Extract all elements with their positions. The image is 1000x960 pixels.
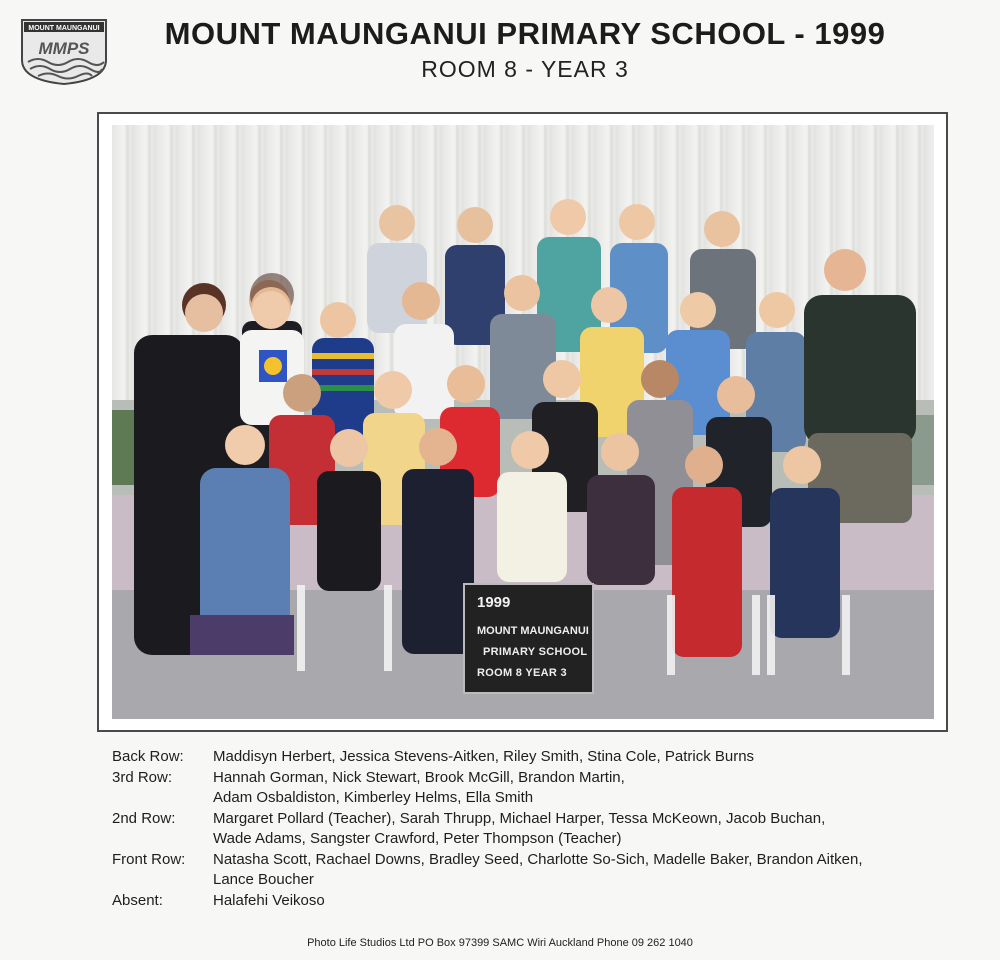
name-row-2nd	[112, 809, 972, 850]
name-row-front	[112, 850, 972, 891]
row-names: Maddisyn Herbert, Jessica Stevens-Aitken, Riley Smith, Stina Cole, Patrick Burns	[213, 748, 755, 765]
row-label: Front Row:	[112, 850, 186, 868]
name-row-3rd	[112, 768, 972, 809]
name-board-sign	[463, 583, 594, 694]
page-title: MOUNT MAUNGANUI PRIMARY SCHOOL - 1999	[164, 16, 886, 51]
row-label: 3rd Row:	[112, 768, 173, 786]
svg-text:MOUNT MAUNGANUI: MOUNT MAUNGANUI	[28, 25, 100, 32]
school-logo	[20, 16, 108, 86]
name-list	[112, 747, 972, 911]
studio-credit: Photo Life Studios Ltd PO Box 97399 SAMC Wiri Auckland Phone 09 262 1040	[307, 937, 693, 949]
sign-line-3: ROOM 8 YEAR 3	[477, 667, 567, 679]
sign-year: 1999	[477, 594, 511, 611]
row-label: 2nd Row:	[112, 809, 176, 827]
row-names: Hannah Gorman, Nick Stewart, Brook McGill, Brandon Martin, Adam Osbaldiston, Kimberley Helms, Ella Smith	[213, 768, 625, 806]
page-subtitle: ROOM 8 - YEAR 3	[421, 56, 629, 82]
sign-line-1: MOUNT MAUNGANUI	[477, 625, 589, 637]
svg-text:MMPS: MMPS	[38, 39, 90, 58]
row-label: Absent:	[112, 891, 163, 909]
sign-line-2: PRIMARY SCHOOL	[483, 646, 588, 658]
name-row-back	[112, 747, 972, 768]
row-names: Margaret Pollard (Teacher), Sarah Thrupp, Michael Harper, Tessa McKeown, Jacob Buchan, Wade Adams, Sangster Crawford, Peter Thompson (Teacher)	[213, 809, 826, 847]
row-label: Back Row:	[112, 748, 184, 765]
row-names: Halafehi Veikoso	[213, 891, 325, 909]
row-names: Natasha Scott, Rachael Downs, Bradley Seed, Charlotte So-Sich, Madelle Baker, Brandon Aitken, Lance Boucher	[213, 850, 863, 888]
name-row-absent	[112, 891, 972, 912]
